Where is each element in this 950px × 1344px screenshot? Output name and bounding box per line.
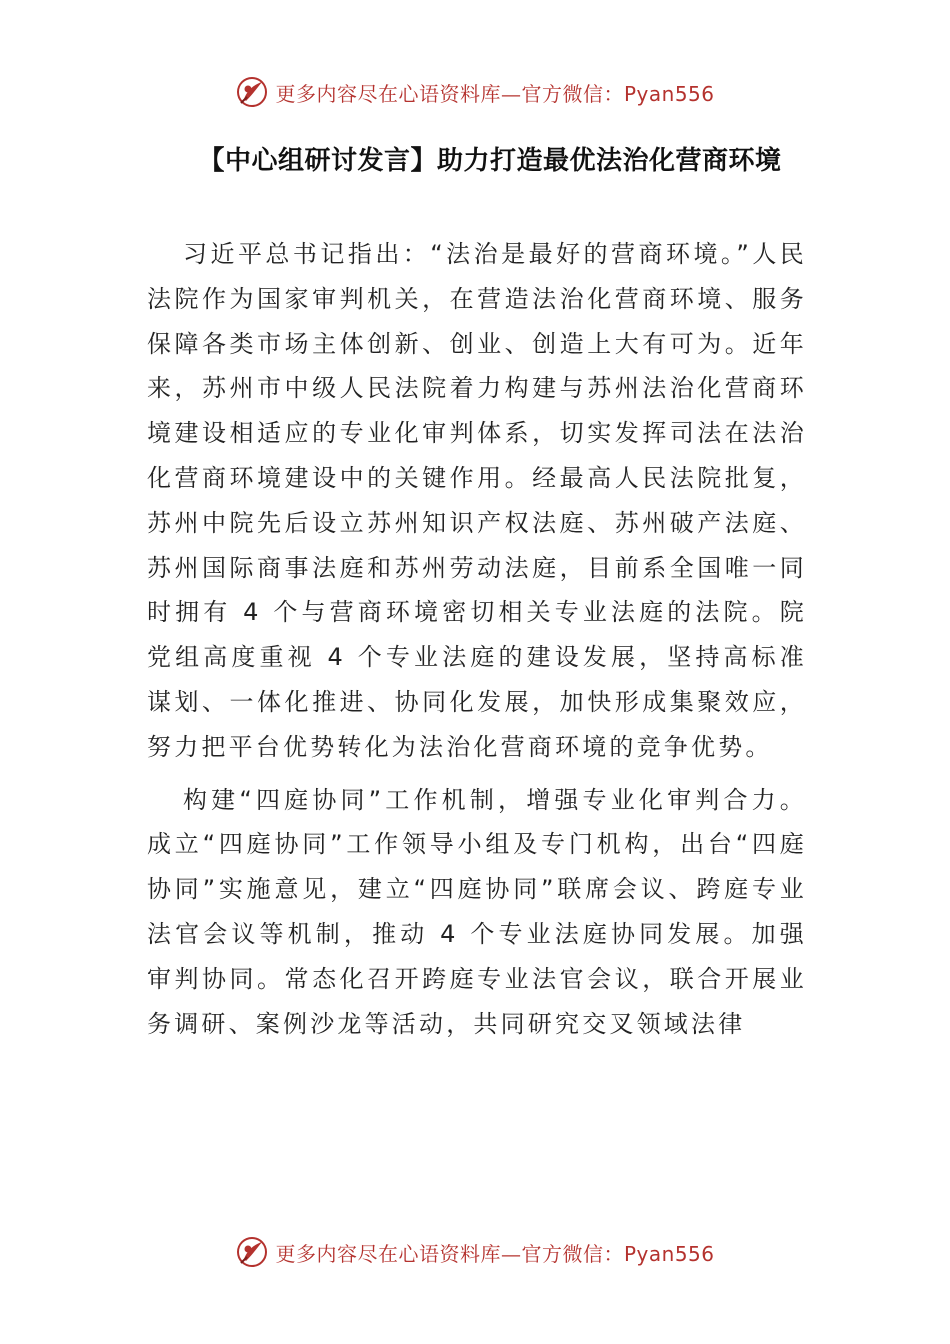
banner-wechat-id: Pyan556 xyxy=(623,81,715,106)
footer-banner xyxy=(0,1232,950,1272)
document-body xyxy=(147,232,807,1054)
banner-text xyxy=(275,78,714,107)
banner-text xyxy=(275,1238,714,1267)
header-banner xyxy=(0,72,950,112)
banner-slogan: 更多内容尽在心语资料库—官方微信： xyxy=(275,81,624,106)
document-title: 【中心组研讨发言】助力打造最优法治化营商环境 xyxy=(198,146,782,176)
rose-quill-logo-icon xyxy=(235,1235,269,1269)
paragraph: 构建“四庭协同”工作机制，增强专业化审判合力。成立“四庭协同”工作领导小组及专门机构，出台“四庭协同”实施意见，建立“四庭协同”联席会议、跨庭专业法官会议等机制，推动 4 个专业法庭协同发展。加强审判协同。常态化召开跨庭专业法官会议，联合开展业务调研、案例沙龙等活动，共同研究交叉领域法律 xyxy=(147,785,807,1038)
paragraph: 习近平总书记指出：“法治是最好的营商环境。”人民法院作为国家审判机关，在营造法治化营商环境、服务保障各类市场主体创新、创业、创造上大有可为。近年来，苏州市中级人民法院着力构建与苏州法治化营商环境建设相适应的专业化审判体系，切实发挥司法在法治化营商环境建设中的关键作用。经最高人民法院批复，苏州中院先后设立苏州知识产权法庭、苏州破产法庭、苏州国际商事法庭和苏州劳动法庭，目前系全国唯一同时拥有 4 个与营商环境密切相关专业法庭的法院。院党组高度重视 4 个专业法庭的建设发展，坚持高标准谋划、一体化推进、协同化发展，加快形成集聚效应，努力把平台优势转化为法治化营商环境的竞争优势。 xyxy=(147,240,807,761)
banner-wechat-id: Pyan556 xyxy=(623,1241,715,1266)
rose-quill-logo-icon xyxy=(235,75,269,109)
banner-slogan: 更多内容尽在心语资料库—官方微信： xyxy=(275,1241,624,1266)
